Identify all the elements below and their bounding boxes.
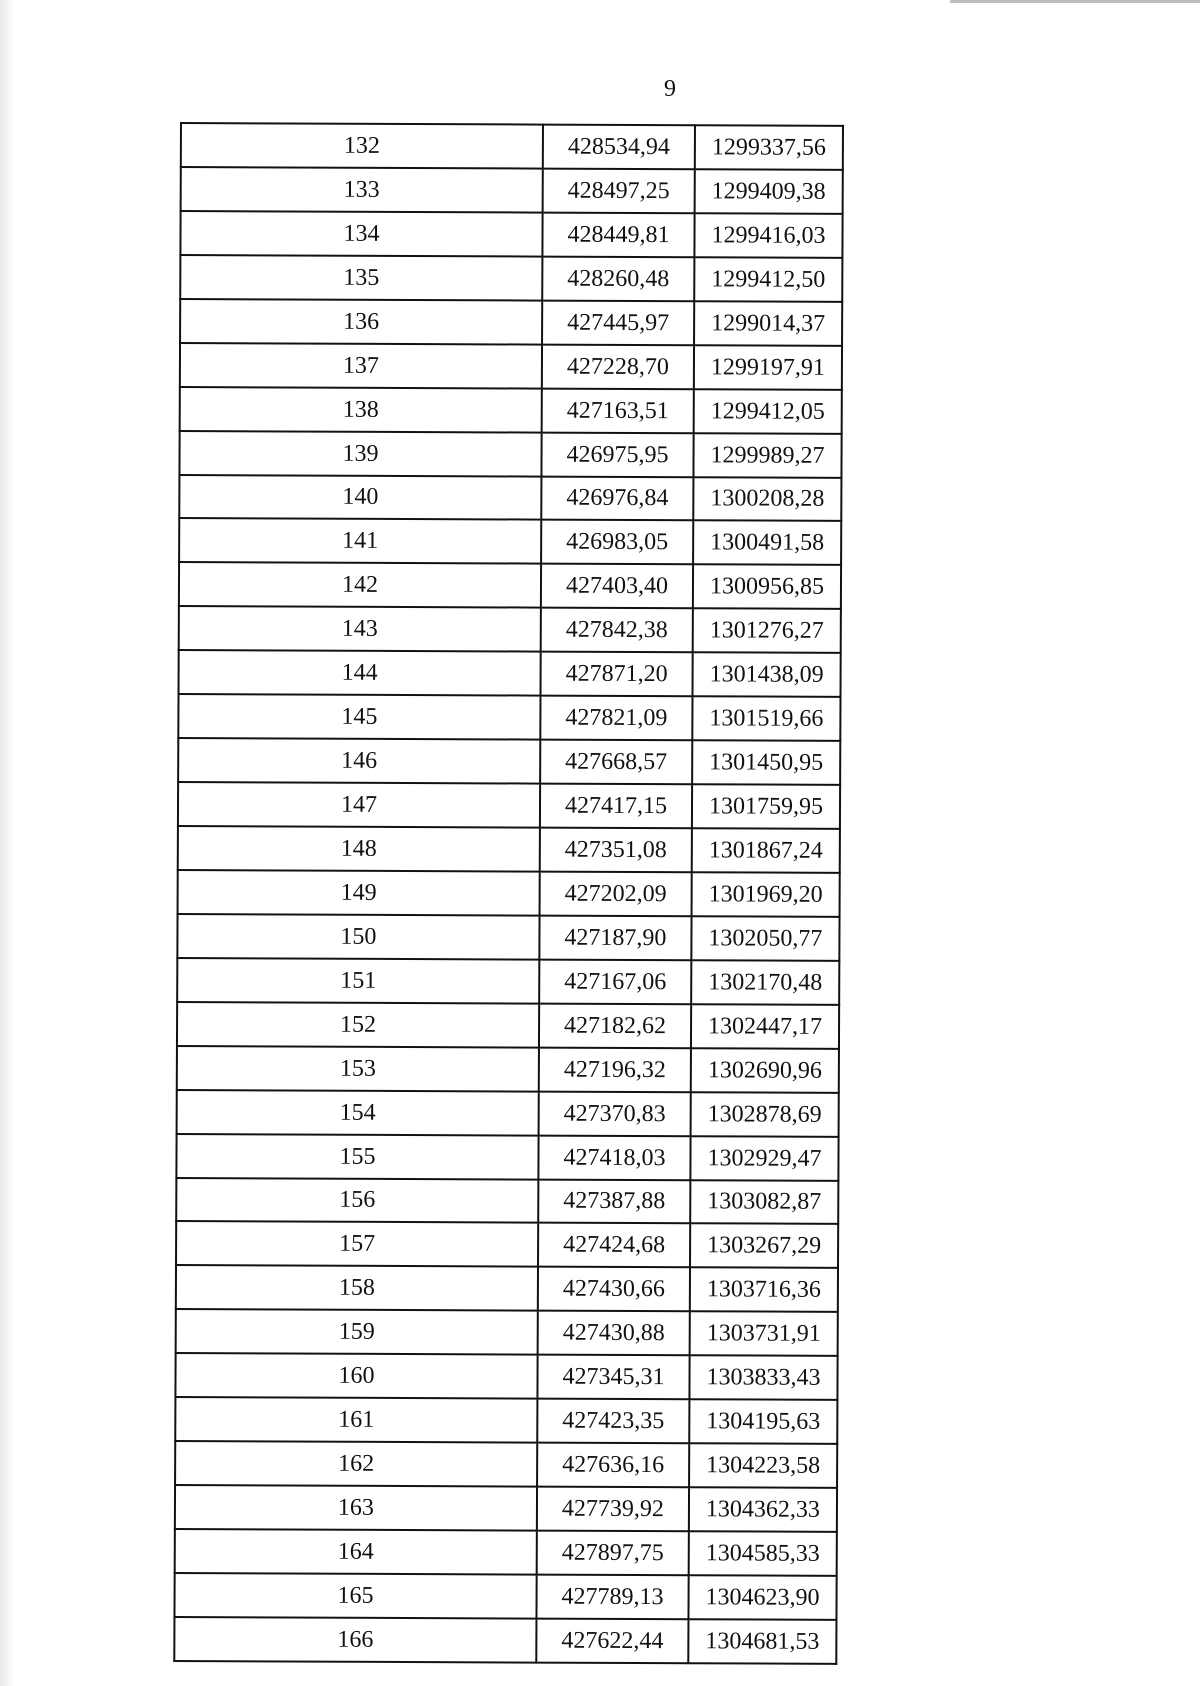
table-row [176, 1177, 838, 1224]
x-coordinate-cell: 427445,97 [542, 300, 694, 345]
table-row [175, 1485, 837, 1532]
x-coordinate-cell: 428449,81 [542, 212, 694, 257]
y-coordinate-cell: 1301450,95 [692, 740, 840, 785]
x-coordinate-cell: 427351,08 [540, 828, 692, 873]
table-row [180, 255, 842, 302]
table-row [178, 694, 840, 741]
y-coordinate-cell: 1299412,50 [694, 257, 842, 302]
table-row [180, 387, 842, 434]
point-number-cell: 144 [179, 650, 541, 696]
x-coordinate-cell: 427636,16 [537, 1443, 689, 1488]
x-coordinate-cell: 427871,20 [540, 652, 692, 697]
table-row [178, 870, 840, 917]
table-row [179, 475, 841, 522]
x-coordinate-cell: 426975,95 [541, 432, 693, 477]
point-number-cell: 158 [176, 1265, 538, 1311]
table-row [176, 1134, 838, 1181]
x-coordinate-cell: 427403,40 [541, 564, 693, 609]
table-row [174, 1617, 836, 1664]
scan-edge-shadow [0, 0, 14, 1686]
table-row [176, 1309, 838, 1356]
y-coordinate-cell: 1301969,20 [692, 872, 840, 917]
y-coordinate-cell: 1299989,27 [693, 433, 841, 478]
table-row [178, 826, 840, 873]
y-coordinate-cell: 1299337,56 [695, 125, 843, 170]
y-coordinate-cell: 1304681,53 [688, 1619, 836, 1664]
table-row [175, 1441, 837, 1488]
table-row [176, 1265, 838, 1312]
table-row [176, 1221, 838, 1268]
x-coordinate-cell: 427202,09 [540, 872, 692, 917]
y-coordinate-cell: 1303082,87 [690, 1180, 838, 1225]
x-coordinate-cell: 427370,83 [539, 1091, 691, 1136]
y-coordinate-cell: 1303833,43 [689, 1355, 837, 1400]
table-row [177, 1002, 839, 1049]
x-coordinate-cell: 427430,66 [538, 1267, 690, 1312]
x-coordinate-cell: 427228,70 [542, 344, 694, 389]
table-row [179, 431, 841, 478]
y-coordinate-cell: 1301759,95 [692, 784, 840, 829]
point-number-cell: 162 [175, 1441, 537, 1487]
x-coordinate-cell: 427789,13 [536, 1575, 688, 1620]
x-coordinate-cell: 426976,84 [541, 476, 693, 521]
point-number-cell: 151 [177, 958, 539, 1004]
y-coordinate-cell: 1302170,48 [691, 960, 839, 1005]
x-coordinate-cell: 428534,94 [543, 125, 695, 170]
point-number-cell: 154 [177, 1090, 539, 1136]
x-coordinate-cell: 427842,38 [541, 608, 693, 653]
y-coordinate-cell: 1299014,37 [694, 301, 842, 346]
y-coordinate-cell: 1301276,27 [693, 609, 841, 654]
point-number-cell: 148 [178, 826, 540, 872]
point-number-cell: 138 [180, 387, 542, 433]
y-coordinate-cell: 1299412,05 [694, 389, 842, 434]
y-coordinate-cell: 1302447,17 [691, 1004, 839, 1049]
y-coordinate-cell: 1302050,77 [691, 916, 839, 961]
x-coordinate-cell: 427668,57 [540, 740, 692, 785]
table-row [177, 914, 839, 961]
point-number-cell: 165 [174, 1573, 536, 1619]
x-coordinate-cell: 426983,05 [541, 520, 693, 565]
y-coordinate-cell: 1301867,24 [692, 828, 840, 873]
y-coordinate-cell: 1299197,91 [694, 345, 842, 390]
table-row [174, 1573, 836, 1620]
x-coordinate-cell: 427387,88 [538, 1179, 690, 1224]
table-row [177, 958, 839, 1005]
table-row [179, 562, 841, 609]
table-row [180, 299, 842, 346]
y-coordinate-cell: 1301519,66 [692, 696, 840, 741]
x-coordinate-cell: 427187,90 [539, 915, 691, 960]
x-coordinate-cell: 427163,51 [542, 388, 694, 433]
x-coordinate-cell: 427897,75 [537, 1531, 689, 1576]
y-coordinate-cell: 1304195,63 [689, 1399, 837, 1444]
table-row [179, 650, 841, 697]
point-number-cell: 150 [177, 914, 539, 960]
point-number-cell: 164 [175, 1529, 537, 1575]
table-row [177, 1090, 839, 1137]
point-number-cell: 133 [181, 167, 543, 213]
x-coordinate-cell: 427739,92 [537, 1487, 689, 1532]
table-row [179, 606, 841, 653]
y-coordinate-cell: 1302929,47 [690, 1136, 838, 1181]
point-number-cell: 157 [176, 1221, 538, 1267]
point-number-cell: 155 [176, 1134, 538, 1180]
point-number-cell: 166 [174, 1617, 536, 1663]
y-coordinate-cell: 1301438,09 [692, 652, 840, 697]
table-row [175, 1529, 837, 1576]
y-coordinate-cell: 1302878,69 [691, 1092, 839, 1137]
point-number-cell: 147 [178, 782, 540, 828]
point-number-cell: 132 [181, 123, 543, 169]
table-row [181, 167, 843, 214]
point-number-cell: 134 [180, 211, 542, 257]
x-coordinate-cell: 428260,48 [542, 256, 694, 301]
y-coordinate-cell: 1304623,90 [688, 1575, 836, 1620]
point-number-cell: 135 [180, 255, 542, 301]
y-coordinate-cell: 1304362,33 [689, 1487, 837, 1532]
x-coordinate-cell: 428497,25 [543, 169, 695, 214]
x-coordinate-cell: 427622,44 [536, 1618, 688, 1663]
point-number-cell: 146 [178, 738, 540, 784]
y-coordinate-cell: 1300956,85 [693, 565, 841, 610]
x-coordinate-cell: 427345,31 [537, 1355, 689, 1400]
point-number-cell: 141 [179, 518, 541, 564]
x-coordinate-cell: 427821,09 [540, 696, 692, 741]
table-row [180, 211, 842, 258]
point-number-cell: 159 [176, 1309, 538, 1355]
table-row [181, 123, 843, 170]
x-coordinate-cell: 427418,03 [538, 1135, 690, 1180]
table-row [179, 518, 841, 565]
point-number-cell: 160 [175, 1353, 537, 1399]
point-number-cell: 137 [180, 343, 542, 389]
y-coordinate-cell: 1303716,36 [690, 1268, 838, 1313]
table-row [178, 738, 840, 785]
point-number-cell: 149 [178, 870, 540, 916]
table-row [180, 343, 842, 390]
point-number-cell: 153 [177, 1046, 539, 1092]
point-number-cell: 142 [179, 562, 541, 608]
point-number-cell: 152 [177, 1002, 539, 1048]
x-coordinate-cell: 427430,88 [538, 1311, 690, 1356]
y-coordinate-cell: 1300208,28 [693, 477, 841, 522]
y-coordinate-cell: 1300491,58 [693, 521, 841, 566]
point-number-cell: 145 [178, 694, 540, 740]
x-coordinate-cell: 427417,15 [540, 784, 692, 829]
y-coordinate-cell: 1303267,29 [690, 1224, 838, 1269]
point-number-cell: 139 [179, 431, 541, 477]
table-row [177, 1046, 839, 1093]
point-number-cell: 143 [179, 606, 541, 652]
table-row [175, 1397, 837, 1444]
x-coordinate-cell: 427182,62 [539, 1003, 691, 1048]
x-coordinate-cell: 427196,32 [539, 1047, 691, 1092]
scan-edge-line [950, 0, 1200, 3]
point-number-cell: 136 [180, 299, 542, 345]
table-row [178, 782, 840, 829]
point-number-cell: 163 [175, 1485, 537, 1531]
y-coordinate-cell: 1299416,03 [694, 213, 842, 258]
coordinates-table [173, 122, 844, 1665]
y-coordinate-cell: 1304223,58 [689, 1443, 837, 1488]
page-number: 9 [664, 76, 676, 102]
x-coordinate-cell: 427424,68 [538, 1223, 690, 1268]
x-coordinate-cell: 427167,06 [539, 959, 691, 1004]
table-row [175, 1353, 837, 1400]
point-number-cell: 140 [179, 475, 541, 521]
x-coordinate-cell: 427423,35 [537, 1399, 689, 1444]
y-coordinate-cell: 1302690,96 [691, 1048, 839, 1093]
coordinates-table-body [174, 123, 843, 1664]
y-coordinate-cell: 1303731,91 [690, 1312, 838, 1357]
point-number-cell: 156 [176, 1177, 538, 1223]
y-coordinate-cell: 1304585,33 [689, 1531, 837, 1576]
point-number-cell: 161 [175, 1397, 537, 1443]
y-coordinate-cell: 1299409,38 [695, 169, 843, 214]
